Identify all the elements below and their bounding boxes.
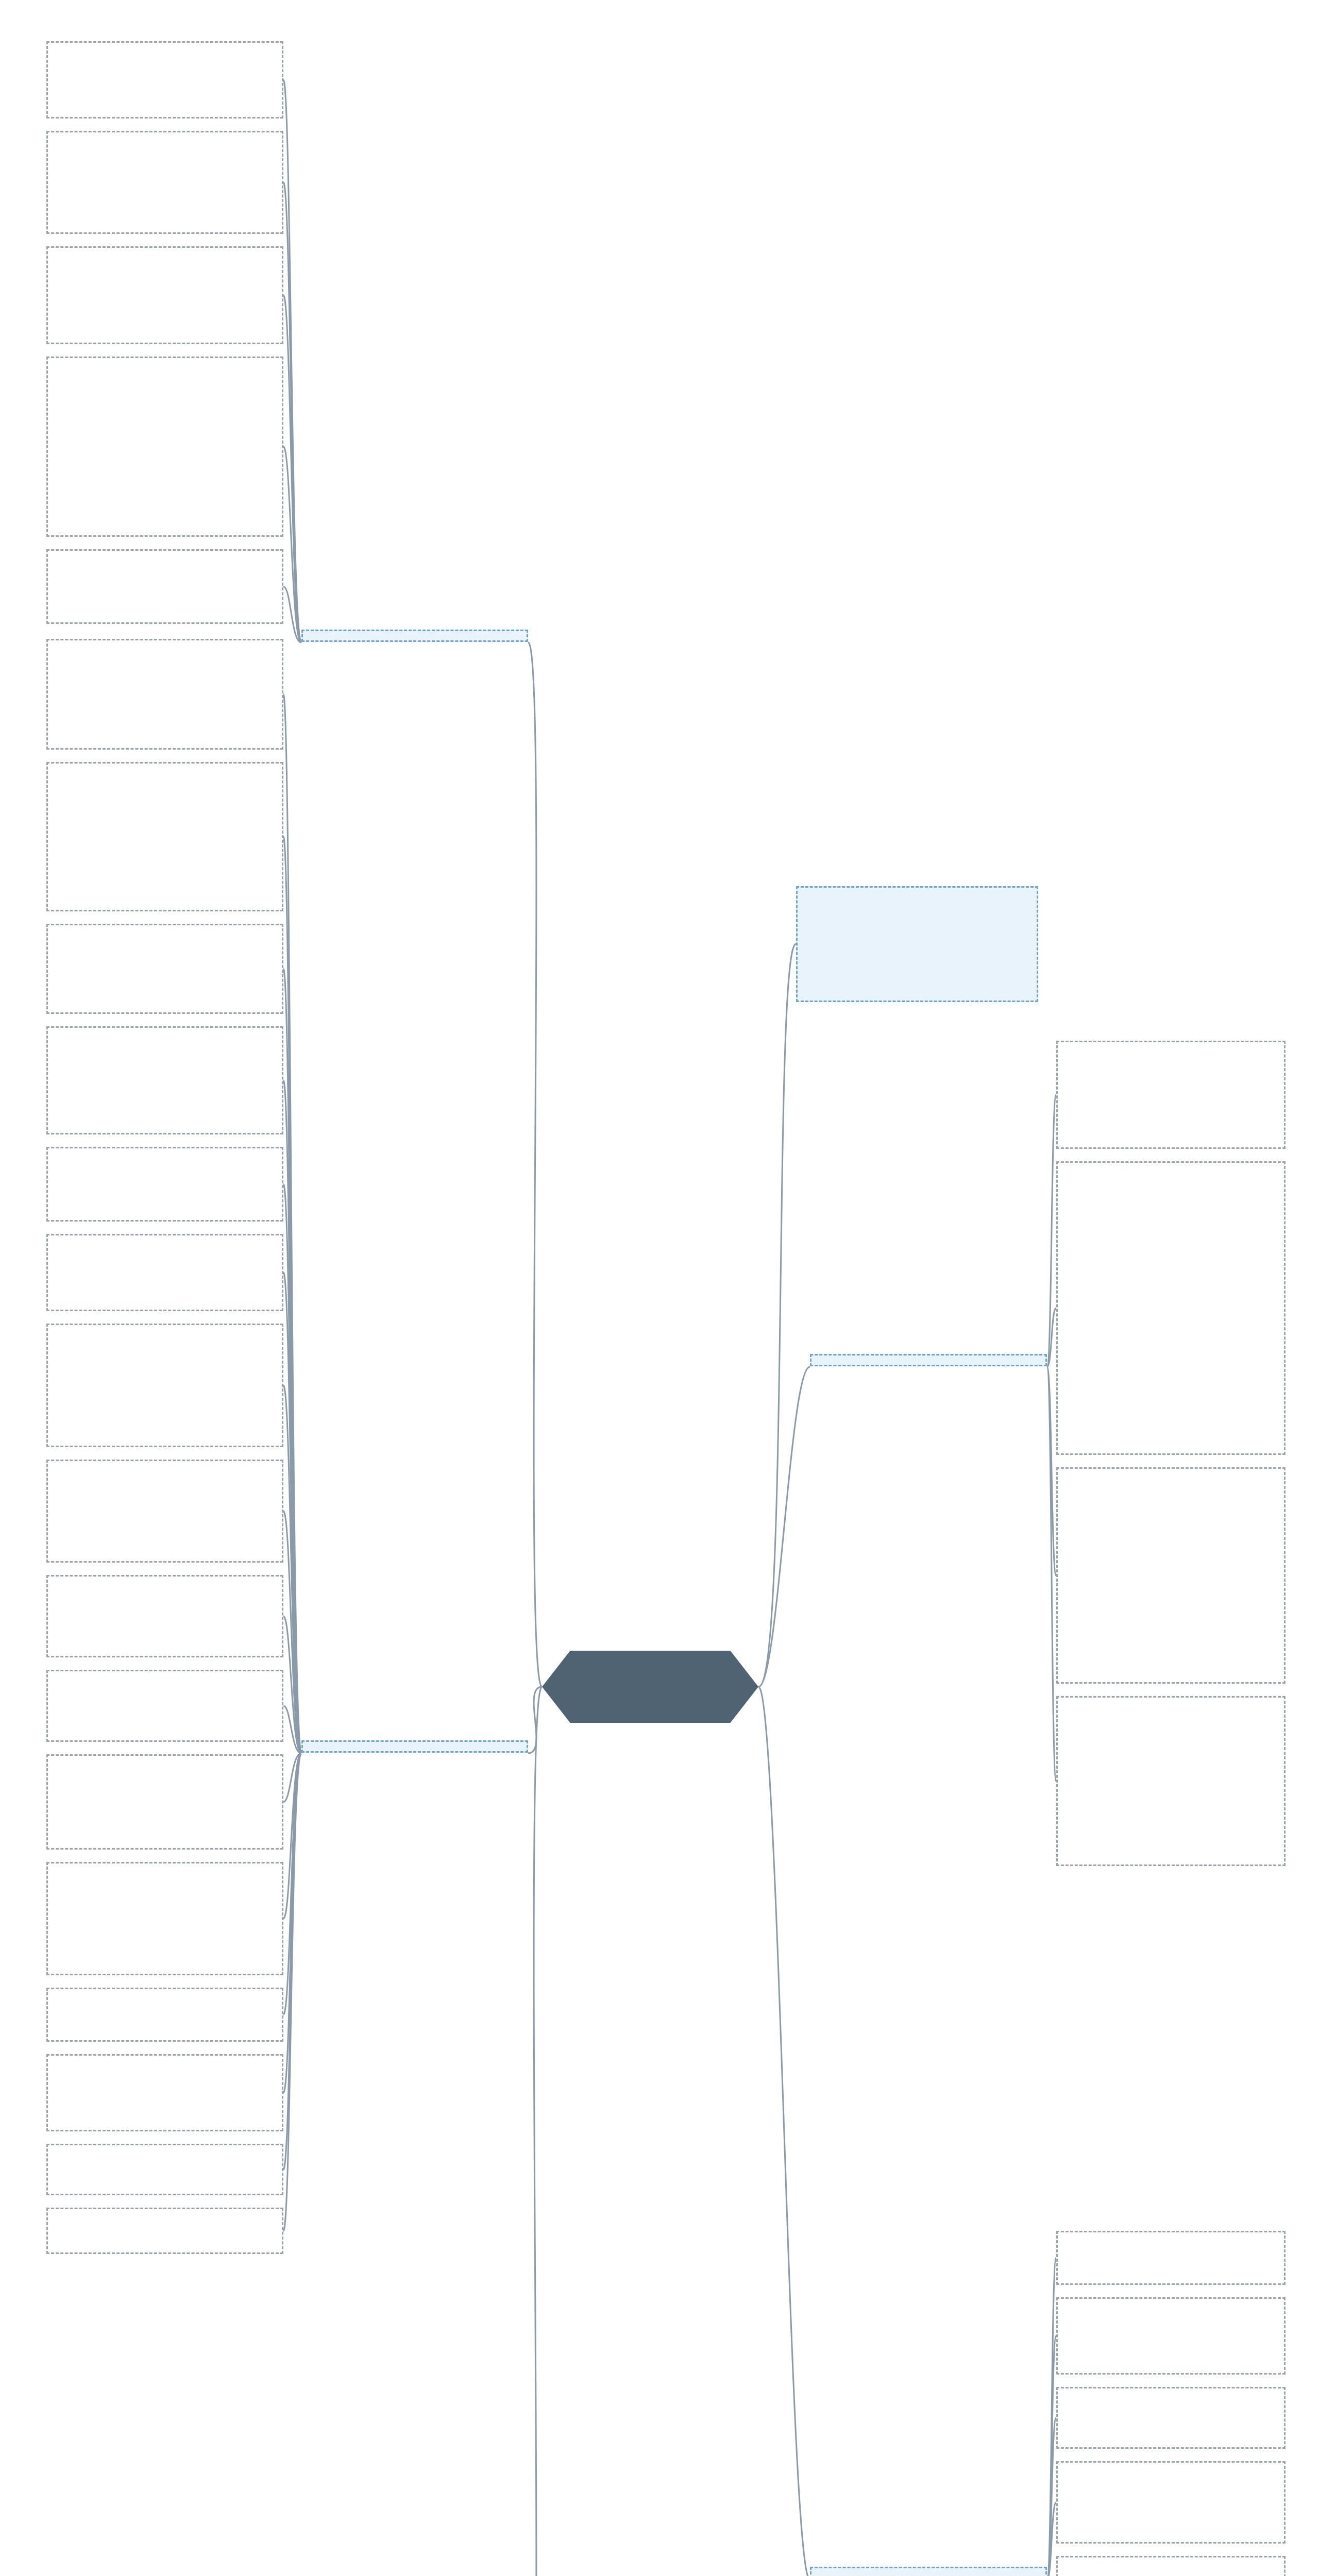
branch-node-2[interactable] [810, 1354, 1047, 1366]
leaf-note[interactable] [46, 246, 283, 344]
leaf-note[interactable] [46, 357, 283, 537]
leaf-note[interactable] [46, 1460, 283, 1563]
branch-node-1[interactable] [301, 630, 528, 642]
leaf-note[interactable] [46, 924, 283, 1014]
leaf-note[interactable] [1056, 2231, 1286, 2285]
leaf-note[interactable] [46, 41, 283, 118]
leaf-note[interactable] [46, 1670, 283, 1742]
branch-node-3[interactable] [301, 1740, 528, 1753]
leaf-note[interactable] [46, 2208, 283, 2254]
leaf-note[interactable] [1056, 2387, 1286, 2449]
leaf-note[interactable] [46, 762, 283, 911]
branch-node-4[interactable] [810, 2567, 1047, 2576]
leaf-note[interactable] [46, 1862, 283, 1975]
leaf-note[interactable] [46, 1575, 283, 1657]
leaf-note[interactable] [46, 131, 283, 234]
root-node[interactable] [542, 1651, 758, 1723]
intro-note[interactable] [796, 886, 1038, 1002]
leaf-note[interactable] [46, 1147, 283, 1222]
leaf-note[interactable] [1056, 1467, 1286, 1684]
leaf-note[interactable] [46, 2054, 283, 2131]
leaf-note[interactable] [46, 2144, 283, 2195]
leaf-note[interactable] [46, 639, 283, 750]
leaf-note[interactable] [1056, 1161, 1286, 1455]
leaf-note[interactable] [1056, 2556, 1286, 2576]
leaf-note[interactable] [46, 1324, 283, 1447]
leaf-note[interactable] [1056, 1696, 1286, 1866]
leaf-note[interactable] [1056, 1041, 1286, 1149]
leaf-note[interactable] [1056, 2461, 1286, 2544]
leaf-note[interactable] [46, 1026, 283, 1134]
leaf-note[interactable] [46, 1234, 283, 1311]
leaf-note[interactable] [46, 1988, 283, 2042]
leaf-note[interactable] [46, 1754, 283, 1850]
leaf-note[interactable] [1056, 2297, 1286, 2375]
leaf-note[interactable] [46, 549, 283, 624]
